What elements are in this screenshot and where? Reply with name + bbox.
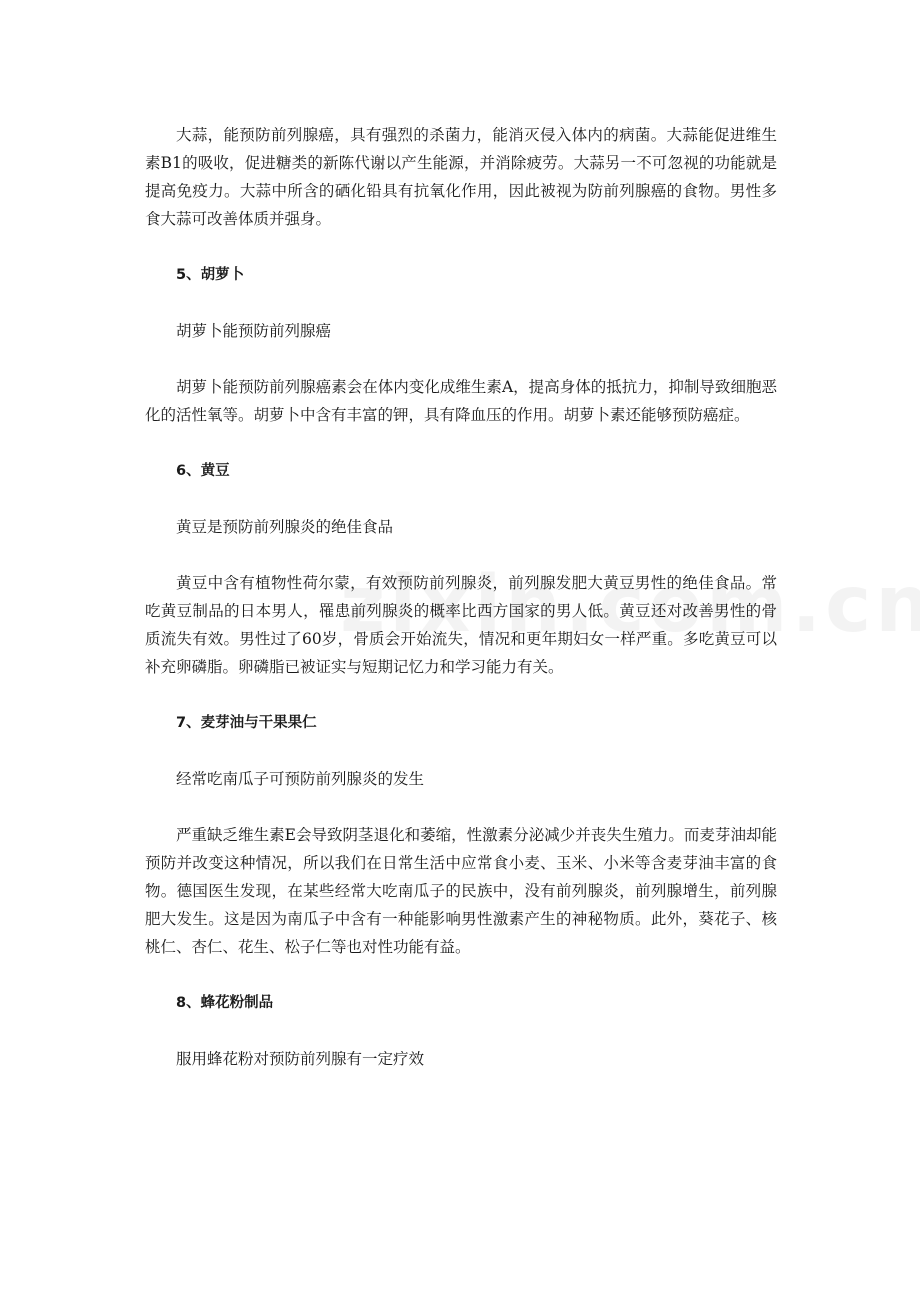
garlic-paragraph: 大蒜，能预防前列腺癌，具有强烈的杀菌力，能消灭侵入体内的病菌。大蒜能促进维生素B1的吸收，促进糖类的新陈代谢以产生能源，并消除疲劳。大蒜另一不可忽视的功能就是提高免疫力。大蒜中所含的硒化铅具有抗氧化作用，因此被视为防前列腺癌的食物。男性多食大蒜可改善体质并强身。: [145, 126, 777, 228]
section-heading-wheat: 7、麦芽油与干果果仁: [176, 715, 317, 731]
section-heading-pollen: 8、蜂花粉制品: [176, 995, 274, 1011]
section-heading-carrot: 5、胡萝卜: [176, 267, 245, 283]
soy-paragraph: 黄豆中含有植物性荷尔蒙，有效预防前列腺炎，前列腺发肥大黄豆男性的绝佳食品。常吃黄豆制品的日本男人，罹患前列腺炎的概率比西方国家的男人低。黄豆还对改善男性的骨质流失有效。男性过了60岁，骨质会开始流失，情况和更年期妇女一样严重。多吃黄豆可以补充卵磷脂。卵磷脂已被证实与短期记忆力和学习能力有关。: [145, 574, 777, 676]
section-heading-soy: 6、黄豆: [176, 463, 230, 479]
carrot-subtitle: 胡萝卜能预防前列腺癌: [176, 322, 332, 340]
wheat-subtitle: 经常吃南瓜子可预防前列腺炎的发生: [176, 770, 425, 788]
document-page: [145, 121, 777, 1073]
soy-subtitle: 黄豆是预防前列腺炎的绝佳食品: [176, 518, 394, 536]
carrot-paragraph: 胡萝卜能预防前列腺癌素会在体内变化成维生素A，提高身体的抵抗力，抑制导致细胞恶化的活性氧等。胡萝卜中含有丰富的钾，具有降血压的作用。胡萝卜素还能够预防癌症。: [145, 378, 777, 424]
pollen-subtitle: 服用蜂花粉对预防前列腺有一定疗效: [176, 1050, 425, 1068]
wheat-paragraph: 严重缺乏维生素E会导致阴茎退化和萎缩，性激素分泌减少并丧失生殖力。而麦芽油却能预防并改变这种情况，所以我们在日常生活中应常食小麦、玉米、小米等含麦芽油丰富的食物。德国医生发现，在某些经常大吃南瓜子的民族中，没有前列腺炎，前列腺增生，前列腺肥大发生。这是因为南瓜子中含有一种能影响男性激素产生的神秘物质。此外，葵花子、核桃仁、杏仁、花生、松子仁等也对性功能有益。: [145, 826, 777, 956]
